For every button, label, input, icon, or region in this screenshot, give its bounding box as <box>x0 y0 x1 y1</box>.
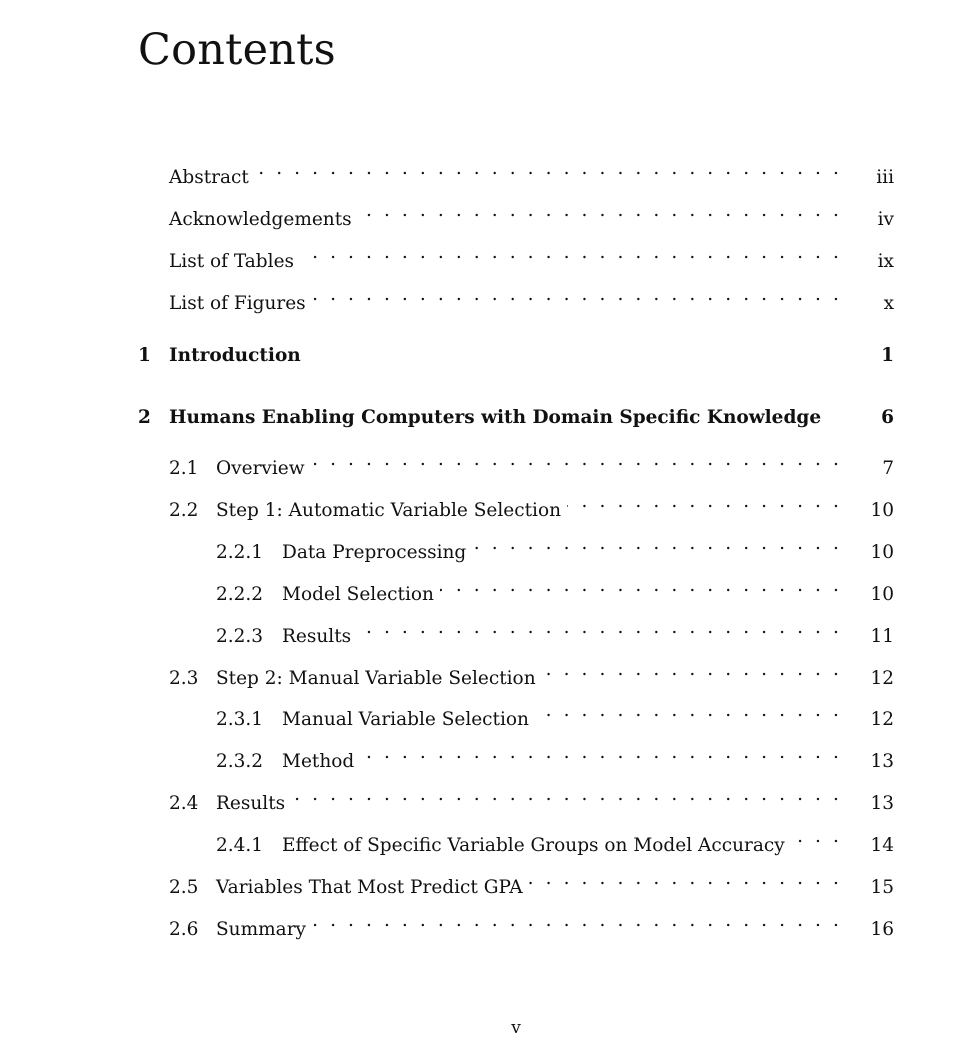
dot-leader <box>567 488 842 516</box>
toc-subsection-number: 2.2.2 <box>216 584 264 605</box>
dot-leader <box>529 865 842 893</box>
toc-subsection-number: 2.2.1 <box>216 542 264 563</box>
toc-chapter-1[interactable] <box>138 342 894 370</box>
toc-subsection-2-3-2[interactable] <box>216 739 894 772</box>
toc-section-2-1[interactable] <box>169 446 894 479</box>
toc-section-number: 2.4 <box>169 793 199 814</box>
toc-chapter-label: Introduction <box>169 345 301 366</box>
dot-leader <box>791 823 842 851</box>
dot-leader <box>291 781 842 809</box>
toc-subsection-2-2-3[interactable] <box>216 614 894 647</box>
toc-section-number: 2.3 <box>169 668 199 689</box>
toc-chapter-number: 1 <box>138 345 151 366</box>
dot-leader <box>300 239 842 267</box>
dot-leader <box>440 572 842 600</box>
toc-entry-page: iv <box>877 209 894 230</box>
page-number-footer: v <box>511 1018 521 1038</box>
toc-subsection-page: 10 <box>870 542 894 563</box>
toc-chapter-2[interactable] <box>138 404 894 432</box>
toc-section-label: Summary <box>216 919 306 940</box>
toc-section-2-2[interactable] <box>169 488 894 521</box>
toc-subsection-label: Effect of Specific Variable Groups on Model Accuracy <box>282 835 785 856</box>
dot-leader <box>358 197 842 225</box>
toc-entry-page: x <box>883 293 894 314</box>
toc-entry-label: List of Figures <box>169 293 306 314</box>
toc-chapter-page: 1 <box>881 345 894 366</box>
toc-subsection-number: 2.2.3 <box>216 626 264 647</box>
dot-leader <box>472 530 842 558</box>
toc-subsection-label: Results <box>282 626 352 647</box>
toc-section-number: 2.6 <box>169 919 199 940</box>
toc-entry-label: Acknowledgements <box>169 209 352 230</box>
page-title: Contents <box>138 25 336 75</box>
dot-leader <box>312 907 842 935</box>
toc-section-page: 15 <box>870 877 894 898</box>
toc-subsection-label: Data Preprocessing <box>282 542 467 563</box>
dot-leader <box>535 697 842 725</box>
toc-subsection-page: 10 <box>870 584 894 605</box>
toc-section-label: Results <box>216 793 286 814</box>
toc-entry-label: List of Tables <box>169 251 295 272</box>
toc-chapter-page: 6 <box>881 407 894 428</box>
toc-entry-page: ix <box>877 251 894 272</box>
toc-section-2-5[interactable] <box>169 865 894 898</box>
toc-subsection-2-3-1[interactable] <box>216 697 894 730</box>
toc-section-2-4[interactable] <box>169 781 894 814</box>
dot-leader <box>360 739 842 767</box>
dot-leader <box>311 446 842 474</box>
toc-entry-acknowledgements[interactable] <box>169 197 894 230</box>
toc-section-label: Overview <box>216 458 305 479</box>
dot-leader <box>542 656 842 684</box>
toc-section-number: 2.2 <box>169 500 199 521</box>
dot-leader <box>357 614 842 642</box>
toc-section-label: Variables That Most Predict GPA <box>216 877 523 898</box>
toc-section-page: 13 <box>870 793 894 814</box>
toc-section-label: Step 2: Manual Variable Selection <box>216 668 536 689</box>
toc-subsection-number: 2.3.1 <box>216 709 264 730</box>
toc-subsection-2-2-2[interactable] <box>216 572 894 605</box>
toc-subsection-number: 2.4.1 <box>216 835 264 856</box>
toc-chapter-label: Humans Enabling Computers with Domain Specific Knowledge <box>169 407 822 428</box>
toc-section-number: 2.5 <box>169 877 199 898</box>
toc-section-page: 16 <box>870 919 894 940</box>
toc-subsection-number: 2.3.2 <box>216 751 264 772</box>
toc-section-page: 7 <box>882 458 894 479</box>
toc-subsection-2-4-1[interactable] <box>216 823 894 856</box>
toc-section-2-3[interactable] <box>169 656 894 689</box>
toc-entry-list-of-tables[interactable] <box>169 239 894 272</box>
toc-subsection-label: Manual Variable Selection <box>282 709 529 730</box>
toc-subsection-page: 12 <box>870 709 894 730</box>
toc-subsection-label: Model Selection <box>282 584 434 605</box>
toc-section-2-6[interactable] <box>169 907 894 940</box>
toc-entry-list-of-figures[interactable] <box>169 281 894 314</box>
toc-subsection-page: 11 <box>870 626 894 647</box>
dot-leader <box>312 281 842 309</box>
toc-entry-abstract[interactable] <box>169 155 894 188</box>
toc-entry-page: iii <box>876 167 894 188</box>
dot-leader <box>255 155 842 183</box>
toc-section-page: 12 <box>870 668 894 689</box>
toc-subsection-page: 14 <box>870 835 894 856</box>
toc-section-number: 2.1 <box>169 458 199 479</box>
toc-section-label: Step 1: Automatic Variable Selection <box>216 500 561 521</box>
toc-subsection-label: Method <box>282 751 355 772</box>
toc-chapter-number: 2 <box>138 407 151 428</box>
toc-subsection-page: 13 <box>870 751 894 772</box>
toc-subsection-2-2-1[interactable] <box>216 530 894 563</box>
toc-section-page: 10 <box>870 500 894 521</box>
toc-entry-label: Abstract <box>169 167 249 188</box>
